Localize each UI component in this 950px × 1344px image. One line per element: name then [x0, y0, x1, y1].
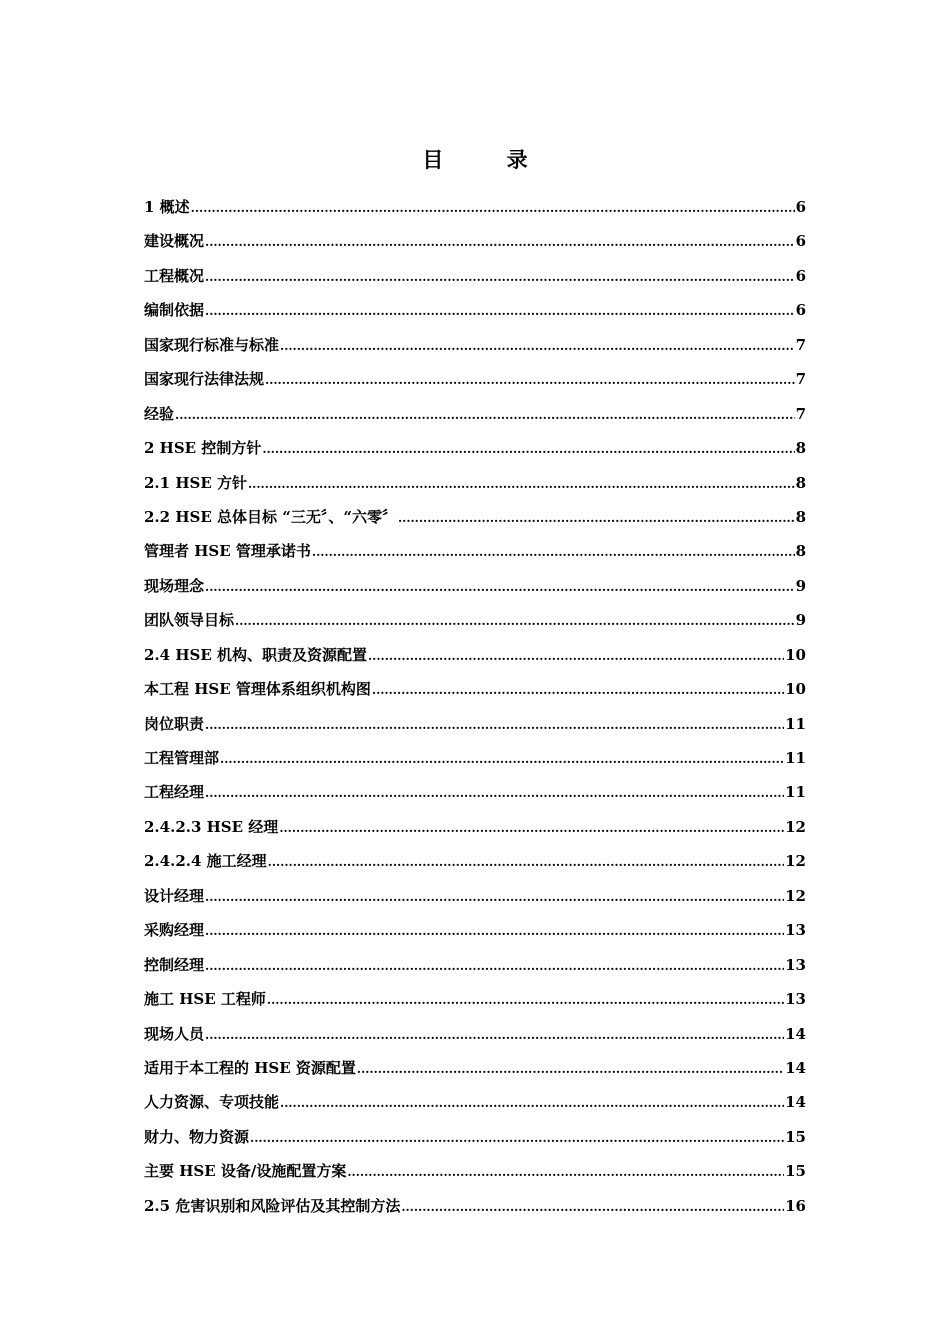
toc-entry-page: 16	[785, 1196, 806, 1215]
toc-entry[interactable]	[144, 504, 806, 538]
toc-entry-page: 6	[795, 198, 806, 216]
toc-dot-leader	[191, 194, 795, 221]
toc-entry[interactable]	[144, 1158, 806, 1192]
toc-entry-label: 2.1 HSE 方针	[144, 473, 247, 492]
toc-dot-leader	[205, 952, 784, 979]
toc-entry-page: 7	[795, 370, 806, 389]
toc-dot-leader	[357, 1055, 784, 1082]
toc-title: 目 录	[422, 147, 556, 172]
toc-entry-label: 工程概况	[144, 266, 205, 285]
toc-entry[interactable]	[144, 952, 806, 986]
toc-entry-page: 13	[785, 921, 806, 940]
toc-dot-leader	[312, 538, 795, 565]
toc-dot-leader	[265, 366, 795, 393]
toc-entry-page: 9	[795, 576, 806, 595]
toc-entry[interactable]	[144, 917, 806, 951]
toc-dot-leader	[220, 745, 784, 772]
toc-entry[interactable]	[144, 883, 806, 917]
toc-entry[interactable]	[144, 228, 806, 262]
toc-entry[interactable]	[144, 538, 806, 572]
toc-dot-leader	[279, 814, 784, 841]
toc-dot-leader	[268, 848, 784, 875]
toc-entry-page: 6	[795, 266, 806, 285]
toc-entry-label: 施工 HSE 工程师	[144, 990, 266, 1009]
toc-entry[interactable]	[144, 1021, 806, 1055]
toc-entry[interactable]	[144, 297, 806, 331]
toc-dot-leader	[175, 401, 795, 428]
toc-entry[interactable]	[144, 1055, 806, 1089]
toc-entry[interactable]	[144, 470, 806, 504]
toc-entry-page: 8	[795, 439, 806, 458]
toc-entry[interactable]	[144, 194, 806, 228]
toc-entry-page: 14	[785, 1093, 806, 1112]
toc-entry-label: 适用于本工程的 HSE 资源配置	[144, 1058, 356, 1077]
toc-entry[interactable]	[144, 435, 806, 469]
toc-entry-page: 10	[785, 680, 806, 699]
toc-entry-page: 7	[795, 404, 806, 423]
toc-entry-page: 6	[795, 232, 806, 251]
toc-entry-label: 人力资源、专项技能	[144, 1093, 280, 1112]
toc-entry-page: 12	[785, 852, 806, 871]
toc-dot-leader	[205, 779, 784, 806]
toc-entry-page: 10	[785, 645, 806, 664]
toc-dot-leader	[262, 435, 794, 462]
toc-list	[144, 194, 806, 1227]
toc-dot-leader	[205, 573, 795, 600]
toc-entry-label: 工程管理部	[144, 749, 220, 767]
toc-entry-label: 管理者 HSE 管理承诺书	[144, 542, 311, 561]
toc-entry-label: 1 概述	[144, 198, 190, 216]
toc-entry-label: 现场人员	[144, 1024, 205, 1043]
toc-entry-label: 经验	[144, 404, 175, 423]
toc-entry-label: 编制依据	[144, 301, 205, 320]
toc-entry-page: 6	[795, 301, 806, 320]
toc-entry-label: 岗位职责	[144, 714, 205, 733]
toc-entry[interactable]	[144, 607, 806, 641]
toc-entry[interactable]	[144, 401, 806, 435]
toc-dot-leader	[250, 1124, 784, 1151]
toc-dot-leader	[248, 470, 795, 497]
toc-dot-leader	[347, 1158, 784, 1185]
toc-entry[interactable]	[144, 263, 806, 297]
toc-entry-label: 国家现行法律法规	[144, 370, 265, 389]
toc-dot-leader	[205, 263, 795, 290]
toc-entry-page: 11	[785, 714, 806, 733]
toc-entry[interactable]	[144, 1193, 806, 1227]
toc-entry-label: 团队领导目标	[144, 611, 235, 630]
toc-entry-label: 2.5 危害识别和风险评估及其控制方法	[144, 1196, 401, 1215]
toc-dot-leader	[280, 332, 795, 359]
toc-entry[interactable]	[144, 986, 806, 1020]
toc-dot-leader	[205, 711, 784, 738]
toc-dot-leader	[205, 1021, 784, 1048]
toc-entry[interactable]	[144, 573, 806, 607]
toc-entry-page: 15	[785, 1162, 806, 1181]
toc-entry-label: 工程经理	[144, 783, 205, 802]
toc-entry-label: 2.4.2.4 施工经理	[144, 852, 267, 871]
toc-entry-page: 8	[795, 473, 806, 492]
toc-entry[interactable]	[144, 366, 806, 400]
toc-entry-label: 2.4.2.3 HSE 经理	[144, 817, 279, 836]
toc-entry-page: 12	[785, 886, 806, 905]
toc-entry-label: 国家现行标准与标准	[144, 335, 280, 354]
toc-entry[interactable]	[144, 1089, 806, 1123]
toc-dot-leader	[280, 1089, 784, 1116]
toc-entry[interactable]	[144, 779, 806, 813]
toc-entry-page: 12	[785, 817, 806, 836]
toc-entry-label: 2.2 HSE 总体目标 “三无〞、“六零〞	[144, 507, 397, 526]
toc-entry-label: 主要 HSE 设备/设施配置方案	[144, 1162, 347, 1181]
toc-entry[interactable]	[144, 332, 806, 366]
toc-entry-label: 财力、物力资源	[144, 1127, 250, 1146]
toc-entry-page: 11	[785, 783, 806, 802]
toc-dot-leader	[205, 917, 784, 944]
toc-entry-label: 建设概况	[144, 232, 205, 251]
toc-entry[interactable]	[144, 745, 806, 779]
toc-entry-page: 13	[785, 955, 806, 974]
toc-entry[interactable]	[144, 642, 806, 676]
toc-dot-leader	[372, 676, 784, 703]
toc-dot-leader	[205, 297, 795, 324]
toc-dot-leader	[205, 228, 795, 255]
toc-entry-label: 现场理念	[144, 576, 205, 595]
toc-entry[interactable]	[144, 1124, 806, 1158]
toc-dot-leader	[235, 607, 795, 634]
toc-entry-page: 15	[785, 1127, 806, 1146]
toc-entry-label: 2.4 HSE 机构、职责及资源配置	[144, 645, 367, 664]
toc-entry-page: 11	[785, 749, 806, 767]
toc-entry[interactable]	[144, 676, 806, 710]
toc-entry-label: 本工程 HSE 管理体系组织机构图	[144, 680, 371, 699]
toc-dot-leader	[401, 1193, 784, 1220]
toc-entry-page: 8	[795, 507, 806, 526]
toc-entry-label: 2 HSE 控制方针	[144, 439, 262, 458]
toc-entry-label: 设计经理	[144, 886, 205, 905]
toc-entry[interactable]	[144, 814, 806, 848]
toc-dot-leader	[205, 883, 784, 910]
toc-entry-label: 控制经理	[144, 955, 205, 974]
toc-entry-page: 8	[795, 542, 806, 561]
toc-entry-page: 9	[795, 611, 806, 630]
toc-entry-page: 13	[785, 990, 806, 1009]
toc-dot-leader	[398, 504, 795, 531]
toc-entry[interactable]	[144, 848, 806, 882]
toc-entry[interactable]	[144, 711, 806, 745]
toc-dot-leader	[368, 642, 784, 669]
toc-entry-page: 14	[785, 1058, 806, 1077]
toc-entry-page: 14	[785, 1024, 806, 1043]
toc-entry-page: 7	[795, 335, 806, 354]
toc-dot-leader	[267, 986, 784, 1013]
toc-entry-label: 采购经理	[144, 921, 205, 940]
